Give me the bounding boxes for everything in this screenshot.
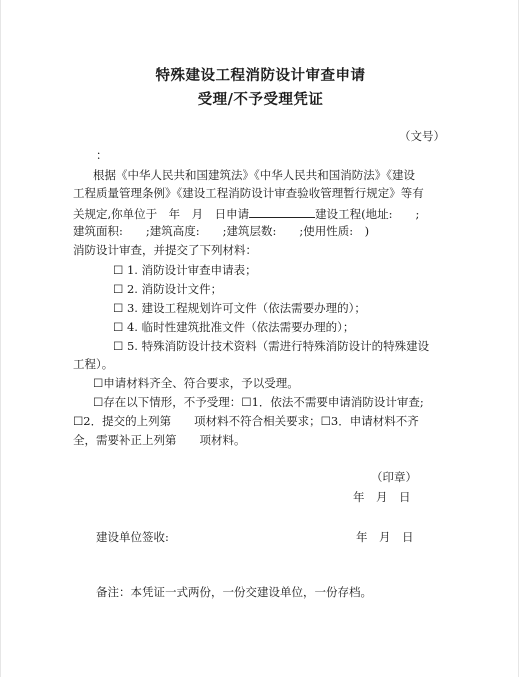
- seal-label: （印章）: [371, 470, 417, 484]
- document-number: （文号）: [399, 129, 445, 143]
- signature-label: 建设单位签收:: [96, 530, 169, 544]
- body-line-2: 工程质量管理条例》《建设工程消防设计审查验收管理暂行规定》等有: [73, 186, 424, 200]
- body-line-5: 消防设计审查，并提交了下列材料：: [73, 243, 257, 257]
- material-item-3: ☐ 3. 建设工程规划许可文件（依法需要办理的）；: [113, 301, 366, 315]
- material-item-5: ☐ 5. 特殊消防设计技术资料（需进行特殊消防设计的特殊建设: [113, 339, 430, 353]
- material-item-2: ☐ 2. 消防设计文件；: [113, 282, 223, 296]
- document-subtitle: 受理/不予受理凭证: [197, 91, 324, 108]
- reject-line-3: 全，需要补正上列第 项材料。: [73, 433, 246, 447]
- body-line-3-start: 关规定,你单位于 年 月 日申请: [73, 207, 250, 221]
- body-line-4: 建筑面积: ;建筑高度: ;建筑层数: ;使用性质: ): [73, 224, 370, 238]
- material-item-4: ☐ 4. 临时性建筑批准文件（依法需要办理的）；: [113, 320, 355, 334]
- reject-line-2: ☐2．提交的上列第 项材料不符合相关要求；☐3．申请材料不齐: [73, 414, 419, 428]
- body-line-3: [73, 205, 419, 221]
- material-item-5-cont: 工程）。: [73, 357, 114, 371]
- signature-date: 年 月 日: [356, 530, 414, 544]
- issue-date: 年 月 日: [353, 490, 411, 504]
- addressee-line: ：: [96, 148, 108, 162]
- reject-line-1: ☐存在以下情形，不予受理：☐1．依法不需要申请消防设计审查;: [93, 395, 424, 409]
- project-name-blank: [249, 205, 315, 218]
- document-title: 特殊建设工程消防设计审查申请: [155, 67, 366, 84]
- body-line-1: 根据《中华人民共和国建筑法》《中华人民共和国消防法》《建设: [93, 168, 415, 182]
- material-item-1: ☐ 1. 消防设计审查申请表；: [113, 263, 257, 277]
- accept-option: ☐申请材料齐全、符合要求，予以受理。: [93, 376, 299, 390]
- body-line-3-end: 建设工程(地址: ;: [315, 207, 420, 221]
- footnote: 备注：本凭证一式两份，一份交建设单位，一份存档。: [96, 585, 372, 599]
